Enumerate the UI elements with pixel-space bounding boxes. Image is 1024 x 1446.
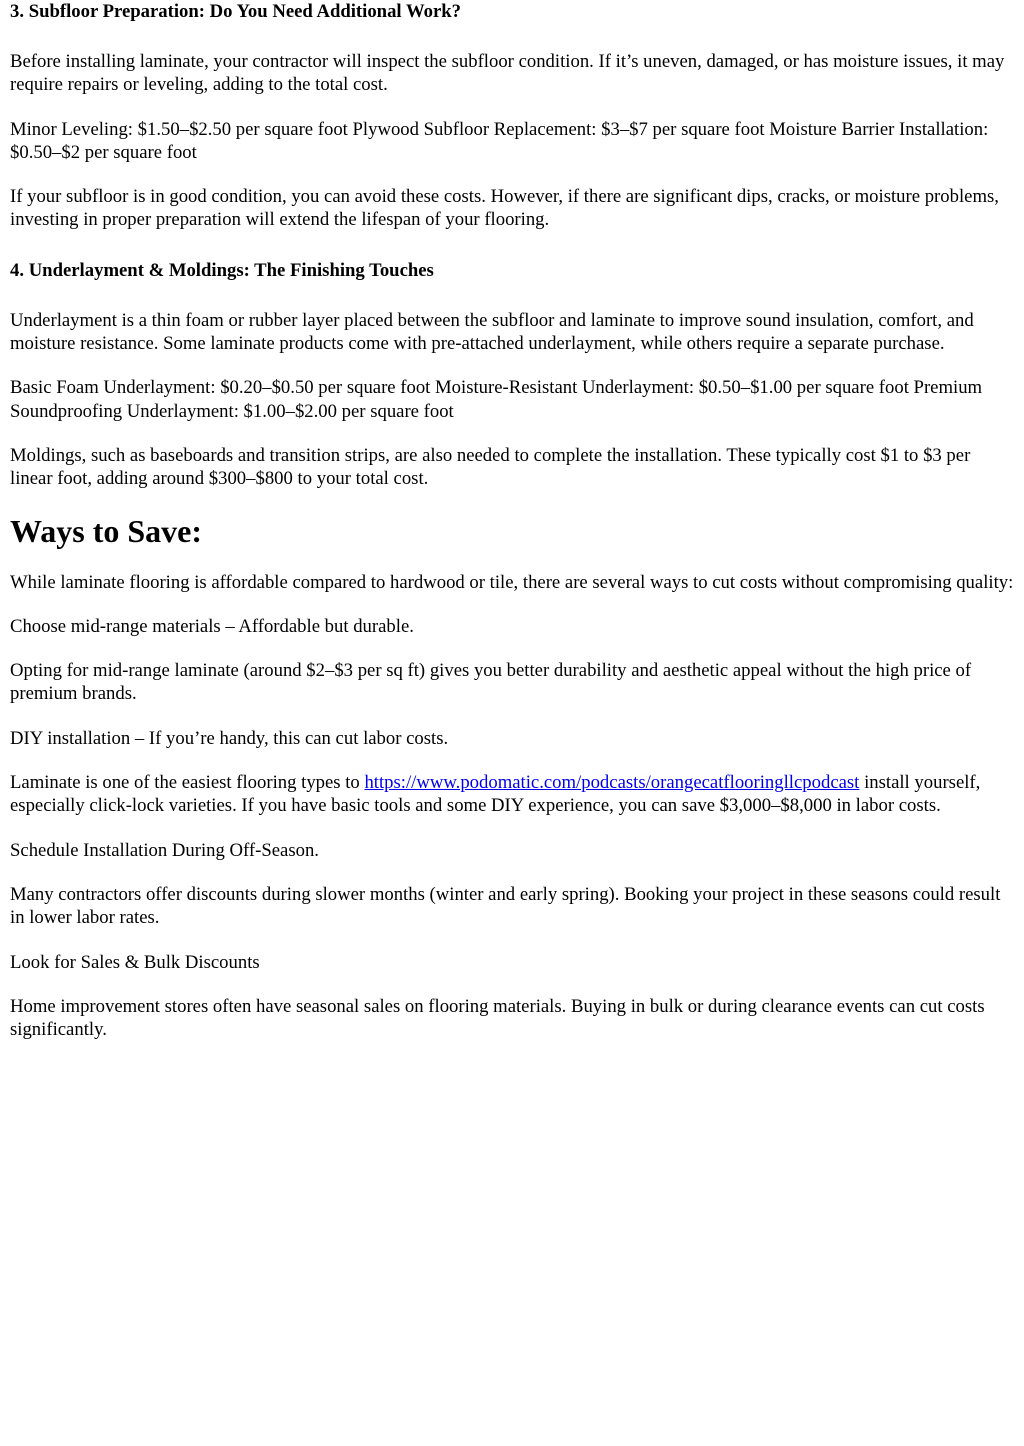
tip-1-body: Opting for mid-range laminate (around $2–$3 per sq ft) gives you better durability and aesthetic appeal without the high price of premium brands. xyxy=(10,660,972,705)
subfloor-heading: 3. Subfloor Preparation: Do You Need Additional Work? xyxy=(10,1,461,22)
tip-3-body: Many contractors offer discounts during slower months (winter and early spring). Booking your project in these seasons could result in lower labor rates. xyxy=(10,883,1001,929)
underlayment-paragraph-1: Underlayment is a thin foam or rubber layer placed between the subfloor and laminate to improve sound insulation, comfort, and moisture resistance. Some laminate products come with pre-attached underlayment, while others require a separate purchase. xyxy=(10,309,974,355)
subfloor-cost-list: Minor Leveling: $1.50–$2.50 per square foot Plywood Subfloor Replacement: $3–$7 per square foot Moisture Barrier Installation: $0.50–$2 per square foot xyxy=(10,118,989,163)
tip-3-title: Schedule Installation During Off-Season. xyxy=(10,839,319,861)
tip-4-body: Home improvement stores often have seasonal sales on flooring materials. Buying in bulk or during clearance events can cut costs significantly. xyxy=(10,995,985,1041)
tip-1-title: Choose mid-range materials – Affordable but durable. xyxy=(10,615,414,637)
tip-2-body xyxy=(10,771,1014,818)
tip-4-title: Look for Sales & Bulk Discounts xyxy=(10,951,260,973)
subfloor-paragraph-1: Before installing laminate, your contractor will inspect the subfloor condition. If it’s uneven, damaged, or has moisture issues, it may require repairs or leveling, adding to the total cost. xyxy=(10,51,1005,96)
underlayment-heading: 4. Underlayment & Moldings: The Finishing Touches xyxy=(10,259,434,281)
underlayment-cost-list: Basic Foam Underlayment: $0.20–$0.50 per square foot Moisture-Resistant Underlayment: $0.50–$1.00 per square foot Premium Soundproofing Underlayment: $1.00–$2.00 per square foot xyxy=(10,377,983,422)
tip-2-body-before: Laminate is one of the easiest flooring types to xyxy=(10,772,365,794)
ways-to-save-heading: Ways to Save: xyxy=(10,512,202,549)
tip-2-title: DIY installation – If you’re handy, this can cut labor costs. xyxy=(10,727,449,749)
ways-to-save-intro: While laminate flooring is affordable compared to hardwood or tile, there are several ways to cut costs without compromising quality: xyxy=(10,571,1014,593)
moldings-paragraph: Moldings, such as baseboards and transition strips, are also needed to complete the installation. These typically cost $1 to $3 per linear foot, adding around $300–$800 to your total cost. xyxy=(10,444,971,490)
podomatic-podcast-link[interactable]: https://www.podomatic.com/podcasts/orangecatflooringllcpodcast xyxy=(364,772,860,794)
subfloor-paragraph-3: If your subfloor is in good condition, you can avoid these costs. However, if there are significant dips, cracks, or moisture problems, investing in proper preparation will extend the lifespan of your flooring. xyxy=(10,186,999,231)
tip-2-body-after: install yourself, especially click-lock varieties. If you have basic tools and some DIY experience, you can save $3,000–$8,000 in labor costs. xyxy=(10,772,981,817)
